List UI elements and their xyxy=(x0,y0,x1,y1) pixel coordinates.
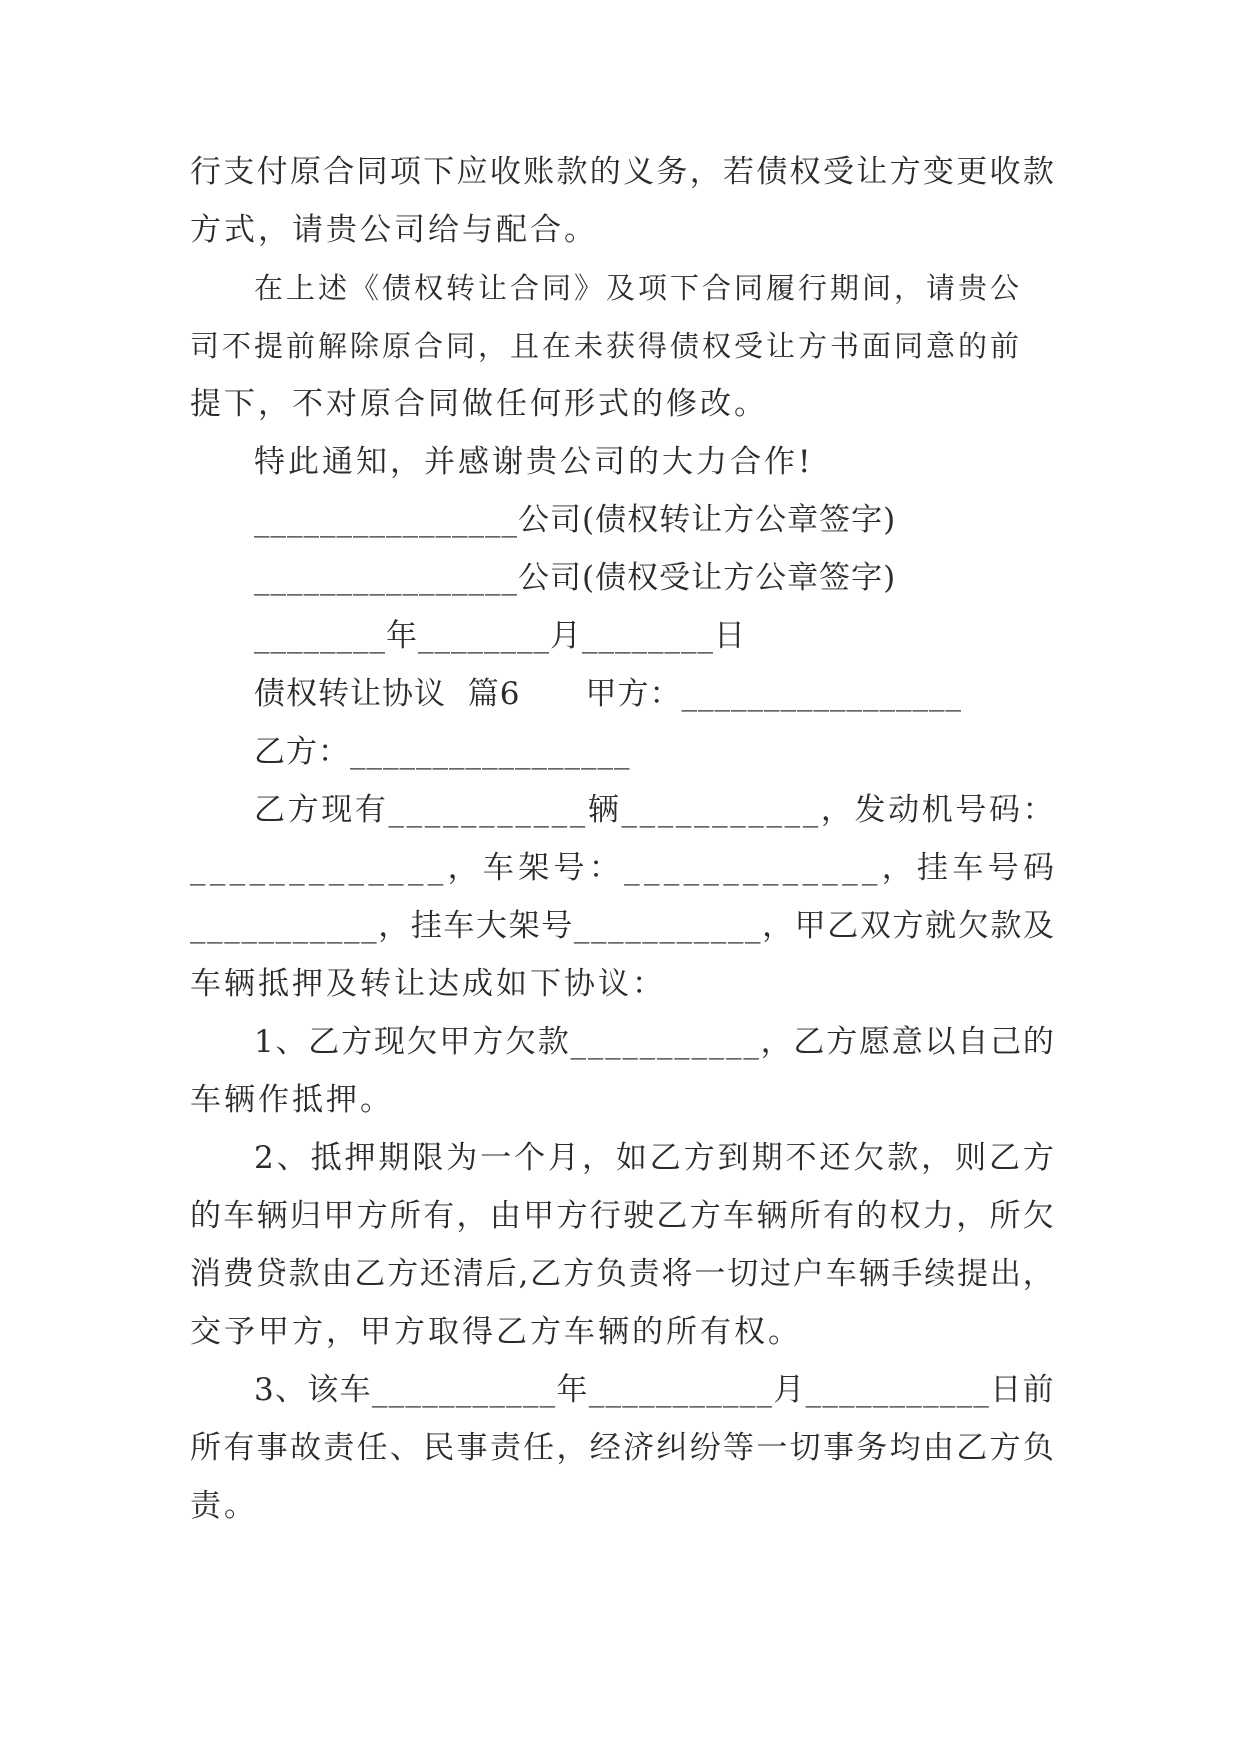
date-line: ________年________月________日 xyxy=(254,618,746,654)
paragraph-line: 2 、 抵 押 期 限 为 一 个 月 ， 如 乙 方 到 期 不 还 欠 款 ， 则 乙 方 xyxy=(254,1140,1054,1176)
paragraph-line: 1 、 乙 方 现 欠 甲 方 欠 款 _ _ _ _ _ _ _ _ _ _ _ ， 乙 方 愿 意 以 自 己 的 xyxy=(254,1024,1054,1060)
paragraph-line: 车辆抵押及转让达成如下协议： xyxy=(190,966,666,1002)
paragraph-line: 行 支 付 原 合 同 项 下 应 收 账 款 的 义 务 ， 若 债 权 受 让 方 变 更 收 款 xyxy=(190,154,1054,190)
paragraph-line: 的 车 辆 归 甲 方 所 有 ， 由 甲 方 行 驶 乙 方 车 辆 所 有 的 权 力 ， 所 欠 xyxy=(190,1198,1054,1234)
paragraph-line: 车辆作抵押。 xyxy=(190,1082,394,1118)
section-heading: 债权转让协议 篇6 甲方：_________________ xyxy=(254,676,963,712)
signature-line-transferor: ________________公司(债权转让方公章签字) xyxy=(254,502,897,538)
paragraph-line: 方式，请贵公司给与配合。 xyxy=(190,212,598,248)
paragraph-line: 在上述《债权转让合同》及项下合同履行期间，请贵公 xyxy=(254,271,1023,305)
paragraph-line: 交予甲方，甲方取得乙方车辆的所有权。 xyxy=(190,1314,802,1350)
paragraph-line: 所 有 事 故 责 任 、 民 事 责 任 ， 经 济 纠 纷 等 一 切 事 务 均 由 乙 方 负 xyxy=(190,1430,1054,1466)
paragraph-line: _ _ _ _ _ _ _ _ _ _ _ ， 挂 车 大 架 号 _ _ _ _ _ _ _ _ _ _ _ ， 甲 乙 双 方 就 欠 款 及 xyxy=(190,908,1054,944)
paragraph-line: 提下，不对原合同做任何形式的修改。 xyxy=(190,386,768,422)
paragraph-line: 司不提前解除原合同，且在未获得债权受让方书面同意的前 xyxy=(190,329,1023,363)
signature-line-transferee: ________________公司(债权受让方公章签字) xyxy=(254,560,897,596)
paragraph-line: 乙 方 现 有 _ _ _ _ _ _ _ _ _ _ _ 辆 _ _ _ _ _ _ _ _ _ _ _ ， 发 动 机 号 码 ： xyxy=(254,792,1054,828)
closing-line: 特此通知，并感谢贵公司的大力合作! xyxy=(254,444,814,480)
paragraph-line: 3 、 该 车 _ _ _ _ _ _ _ _ _ _ _ 年 _ _ _ _ _ _ _ _ _ _ _ 月 _ _ _ _ _ _ _ _ _ _ _ 日 前 xyxy=(254,1372,1054,1408)
paragraph-line: 消 费 贷 款 由 乙 方 还 清 后 , 乙 方 负 责 将 一 切 过 户 车 辆 手 续 提 出 ， xyxy=(190,1256,1054,1292)
party-b-line: 乙方：_________________ xyxy=(254,734,631,770)
paragraph-line: 责。 xyxy=(190,1488,258,1524)
paragraph-line: _ _ _ _ _ _ _ _ _ _ _ _ _ ， 车 架 号 ： _ _ _ _ _ _ _ _ _ _ _ _ _ ， 挂 车 号 码 xyxy=(190,850,1054,886)
